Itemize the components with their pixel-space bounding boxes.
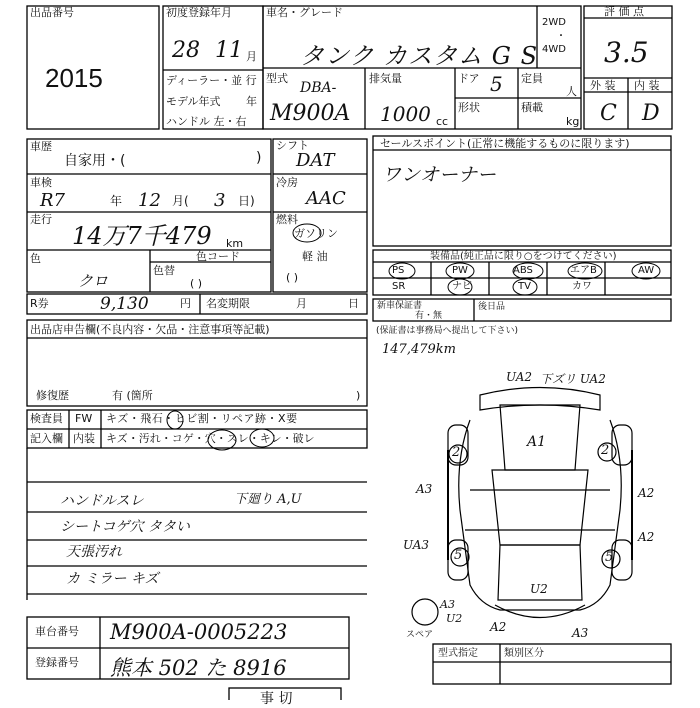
mark-right-front: 2 <box>601 443 610 458</box>
inspection-month: 12 <box>138 190 161 211</box>
first-reg-month: 11 <box>215 38 243 63</box>
chassis-label: 車台番号 <box>35 625 79 638</box>
sales-point-text: ワンオーナー <box>382 164 497 186</box>
interior-grade: D <box>642 101 660 126</box>
fuel-diesel: 軽 油 <box>302 250 328 263</box>
usage-label: 車歴 <box>30 140 52 153</box>
usage-value: 自家用・( <box>64 153 126 169</box>
name-change-month: 月 <box>296 297 307 310</box>
mark-a1: A1 <box>527 434 547 450</box>
warranty-value: 有・無 <box>415 311 443 321</box>
2wd-label: 2WD <box>542 17 566 28</box>
color-change-label: 色替 <box>153 264 175 277</box>
model-designation-label: 型式指定 <box>438 648 478 659</box>
equip-sr: SR <box>392 281 406 292</box>
equip-pw: PW <box>452 265 468 276</box>
mark-right-door-a2: A2 <box>638 530 655 544</box>
kg-unit: kg <box>566 115 580 128</box>
color-label: 色 <box>30 252 41 265</box>
bottom-tab: 事 切 <box>260 691 293 707</box>
exterior-label: 外 装 <box>590 79 616 92</box>
cc-unit: cc <box>436 115 449 128</box>
chassis-number: M900A-0005223 <box>110 620 288 644</box>
rating-label: 評 価 点 <box>604 5 644 18</box>
color-value: クロ <box>78 272 109 290</box>
mark-bottom-a2: A2 <box>490 620 507 634</box>
lot-label: 出品番号 <box>30 6 74 19</box>
mark-left-ua3: UA3 <box>403 538 430 552</box>
first-reg-label: 初度登録年月 <box>166 6 232 19</box>
mark-bottom-a3: A3 <box>572 626 589 640</box>
repair-close: ) <box>356 389 361 402</box>
model-year-label: モデル年式 <box>166 95 221 108</box>
warranty-note: (保証書は事務局へ提出して下さい) <box>376 326 519 336</box>
category-label: 類別区分 <box>504 648 544 659</box>
year-unit: 年 <box>246 95 257 108</box>
model-label: 型式 <box>266 72 288 85</box>
dealer-label: ディーラー・並 行 <box>166 74 257 87</box>
displacement-label: 排気量 <box>369 72 402 85</box>
reg-label: 登録番号 <box>35 656 79 669</box>
inspection-close: 日) <box>238 194 255 208</box>
shift-value: DAT <box>296 150 335 171</box>
seller-notes-label: 出品店申告欄(不良内容・欠品・注意事項等記載) <box>30 323 270 336</box>
interior-row-label: 内装 <box>73 432 95 445</box>
model-code: M900A <box>270 101 351 126</box>
inspector-label: 検査員 <box>30 412 63 425</box>
equip-aw: AW <box>638 265 655 276</box>
sales-point-label: セールスポイント(正常に機能するものに限ります) <box>380 137 630 150</box>
entry-label: 記入欄 <box>30 432 63 445</box>
color-code-paren: ( ) <box>190 277 203 290</box>
km-unit: km <box>226 237 244 250</box>
car-name-label: 車名・グレード <box>266 6 343 19</box>
equip-navi: ナビ <box>452 281 472 292</box>
displacement: 1000 <box>380 102 431 126</box>
equip-leather: カワ <box>572 281 592 292</box>
mark-left-front: 2 <box>452 445 461 460</box>
equip-tv: TV <box>518 281 531 292</box>
load-label: 積載 <box>521 101 543 114</box>
exterior-grade: C <box>600 101 617 126</box>
lot-number: 2015 <box>45 63 103 93</box>
name-change-day: 日 <box>348 297 359 310</box>
model-prefix: DBA- <box>300 80 337 96</box>
repair-value: 有 (箇所 <box>112 389 153 402</box>
remark-1: ハンドルスレ <box>60 493 144 509</box>
name-change-label: 名変期限 <box>206 297 250 310</box>
mark-spare-a3: A3 <box>440 598 455 611</box>
mark-right-a2: A2 <box>638 486 655 500</box>
parking-label: 後日品 <box>478 302 506 312</box>
fw-items: キズ・飛石・ヒビ割・リペア跡・X要 <box>106 412 298 425</box>
shape-label: 形状 <box>458 101 480 114</box>
reg-number: 熊本 502 た 8916 <box>110 656 287 680</box>
fuel-label: 燃料 <box>276 213 298 226</box>
fw-label: FW <box>75 412 93 425</box>
month-unit: 月 <box>246 50 257 63</box>
mileage-label: 走行 <box>30 213 52 226</box>
inspection-label: 車検 <box>30 176 52 189</box>
inspection-year-unit: 年 <box>110 194 123 208</box>
first-reg-year: 28 <box>172 38 200 63</box>
wd-dot: ・ <box>556 31 566 42</box>
equip-ps: PS <box>392 265 405 276</box>
underbody-note: 下廻り A,U <box>234 492 302 507</box>
car-diagram <box>412 388 632 626</box>
inspection-day: 3 <box>214 190 226 211</box>
ac-label: 冷房 <box>276 176 298 189</box>
mark-u2: U2 <box>530 582 548 596</box>
mark-spare-u2: U2 <box>446 612 463 625</box>
interior-label: 内 装 <box>634 79 660 92</box>
equip-airbag: エアB <box>570 265 597 276</box>
recycle-label: R券 <box>30 297 49 310</box>
equipment-label: 装備品(純正品に限り○をつけてください) <box>430 251 617 262</box>
door-label: ドア <box>458 72 480 85</box>
equip-abs: ABS <box>513 265 533 276</box>
4wd-label: 4WD <box>542 44 566 55</box>
repair-label: 修復歴 <box>36 389 69 402</box>
mark-right-rear-wheel: 5 <box>605 550 614 565</box>
recycle-amount: 9,130 <box>100 294 149 314</box>
capacity-label: 定員 <box>521 72 543 85</box>
fuel-paren: ( ) <box>286 271 299 284</box>
car-name: タンク カスタム G S <box>300 42 539 70</box>
inspection-month-unit: 月( <box>172 194 189 208</box>
remark-2: シートコゲ穴 タタい <box>60 519 190 535</box>
spare-label: スペア <box>406 630 434 640</box>
yen-unit: 円 <box>180 297 191 310</box>
mileage-note: 147,479km <box>382 342 456 357</box>
usage-close: ) <box>256 150 262 166</box>
steering-label: ハンドル 左・右 <box>166 115 247 128</box>
rating-value: 3.5 <box>604 36 649 69</box>
remark-3: 天張汚れ <box>66 544 122 560</box>
warranty-label: 新車保証書 <box>377 301 423 311</box>
mileage-value: 14万7千479 <box>72 222 212 250</box>
shift-label: シフト <box>276 139 309 152</box>
ac-value: AAC <box>306 188 346 209</box>
fuel-gas: ガソリン <box>294 227 338 240</box>
interior-items: キズ・汚れ・コゲ・穴・スレ・キレ・破レ <box>106 432 315 445</box>
door-count: 5 <box>490 72 503 96</box>
person-unit: 人 <box>566 85 577 98</box>
mark-left-rear-wheel: 5 <box>454 548 463 563</box>
mark-left-a3: A3 <box>416 482 433 496</box>
remark-4: カ ミラー キズ <box>66 571 159 587</box>
color-code-label: 色コード <box>196 250 240 263</box>
inspection-era: R7 <box>40 190 66 211</box>
mark-ua2-a: UA2 <box>506 370 533 384</box>
mark-ua2-b: 下ズリ UA2 <box>540 372 606 386</box>
